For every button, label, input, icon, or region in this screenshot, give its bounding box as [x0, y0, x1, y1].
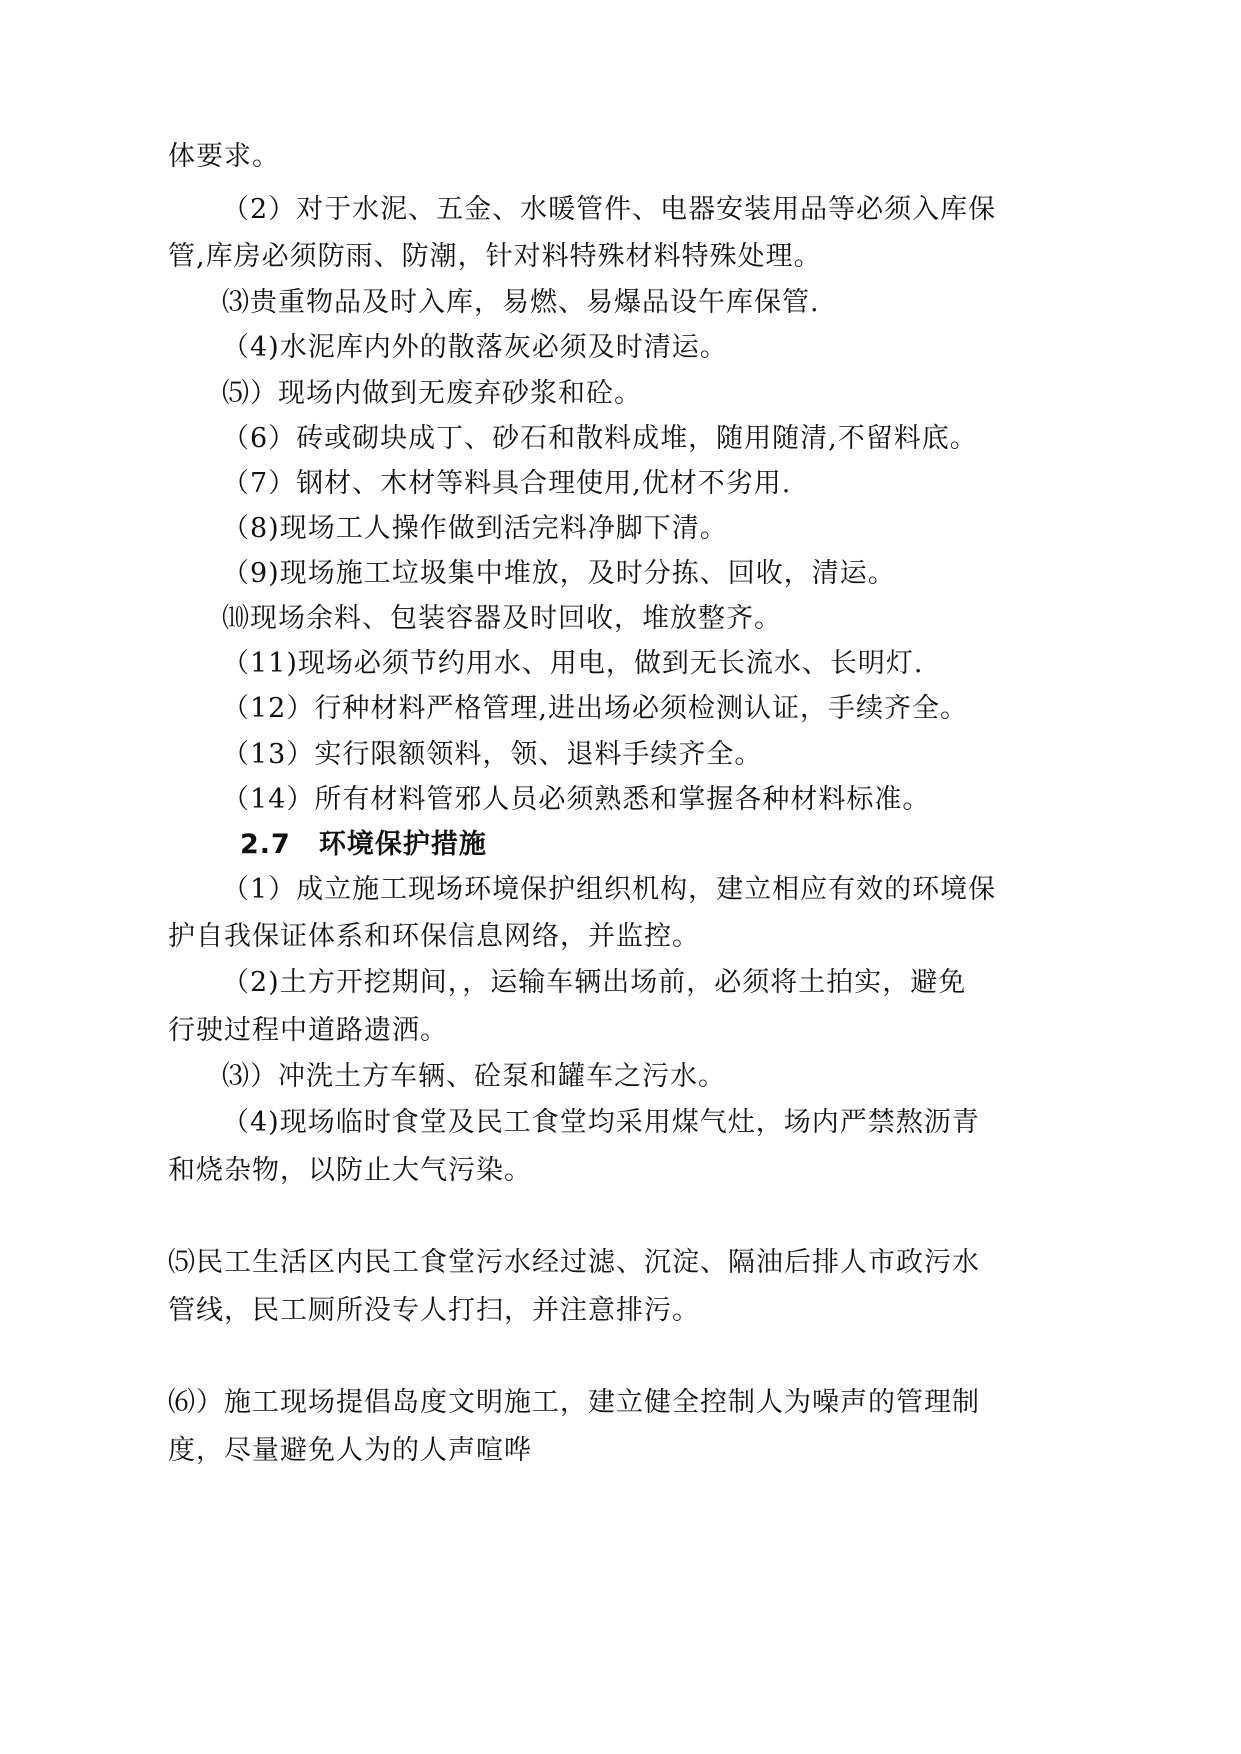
section-heading: 2.7 环境保护措施 — [240, 829, 487, 860]
text-line: 行驶过程中道路遗洒。 — [168, 1015, 448, 1046]
text-line: （2)土方开挖期间，，运输车辆出场前，必须将土拍实，避免 — [222, 967, 967, 998]
text-line: （4)水泥库内外的散落灰必须及时清运。 — [222, 332, 728, 363]
text-line: （2）对于水泥、五金、水暖管件、电器安装用品等必须入库保 — [222, 194, 997, 225]
text-line: ⑸）现场内做到无废弃砂浆和砼。 — [222, 378, 642, 409]
text-line: （14）所有材料管邪人员必须熟悉和掌握各种材料标准。 — [222, 784, 931, 815]
text-line: ⑶）冲洗土方车辆、砼泵和罐车之污水。 — [222, 1061, 726, 1092]
text-line: ⑸民工生活区内民工食堂污水经过滤、沉淀、隔油后排人市政污水 — [168, 1247, 980, 1278]
text-line: 体要求。 — [168, 141, 280, 172]
text-line: 和烧杂物，以防止大气污染。 — [168, 1155, 532, 1186]
text-line: （4)现场临时食堂及民工食堂均采用煤气灶，场内严禁熬沥青 — [222, 1107, 980, 1138]
text-line: （1）成立施工现场环境保护组织机构，建立相应有效的环境保 — [222, 874, 997, 905]
text-line: （13）实行限额领料，领、退料手续齐全。 — [222, 739, 763, 770]
text-line: 管,库房必须防雨、防潮，针对料特殊材料特殊处理。 — [168, 241, 822, 272]
text-line: （8)现场工人操作做到活完料净脚下清。 — [222, 513, 728, 544]
text-line: ⑶贵重物品及时入库，易燃、易爆品设午库保管. — [222, 287, 820, 318]
text-line: （11)现场必须节约用水、用电，做到无长流水、长明灯. — [222, 648, 924, 679]
text-line: ⑹）施工现场提倡岛度文明施工，建立健全控制人为噪声的管理制 — [168, 1387, 980, 1418]
text-line: （6）砖或砌块成丁、砂石和散料成堆，随用随清,不留料底。 — [222, 423, 978, 454]
text-line: （9)现场施工垃圾集中堆放，及时分拣、回收，清运。 — [222, 558, 896, 589]
text-line: ⑽现场余料、包装容器及时回收，堆放整齐。 — [222, 603, 782, 634]
text-line: 护自我保证体系和环保信息网络，并监控。 — [168, 921, 700, 952]
text-line: （7）钢材、木材等料具合理使用,优材不劣用. — [222, 468, 792, 499]
text-line: （12）行种材料严格管理,进出场必须检测认证，手续齐全。 — [222, 693, 968, 724]
text-line: 管线，民工厕所没专人打扫，并注意排污。 — [168, 1295, 700, 1326]
text-line: 度，尽量避免人为的人声喧哗 — [168, 1435, 532, 1466]
